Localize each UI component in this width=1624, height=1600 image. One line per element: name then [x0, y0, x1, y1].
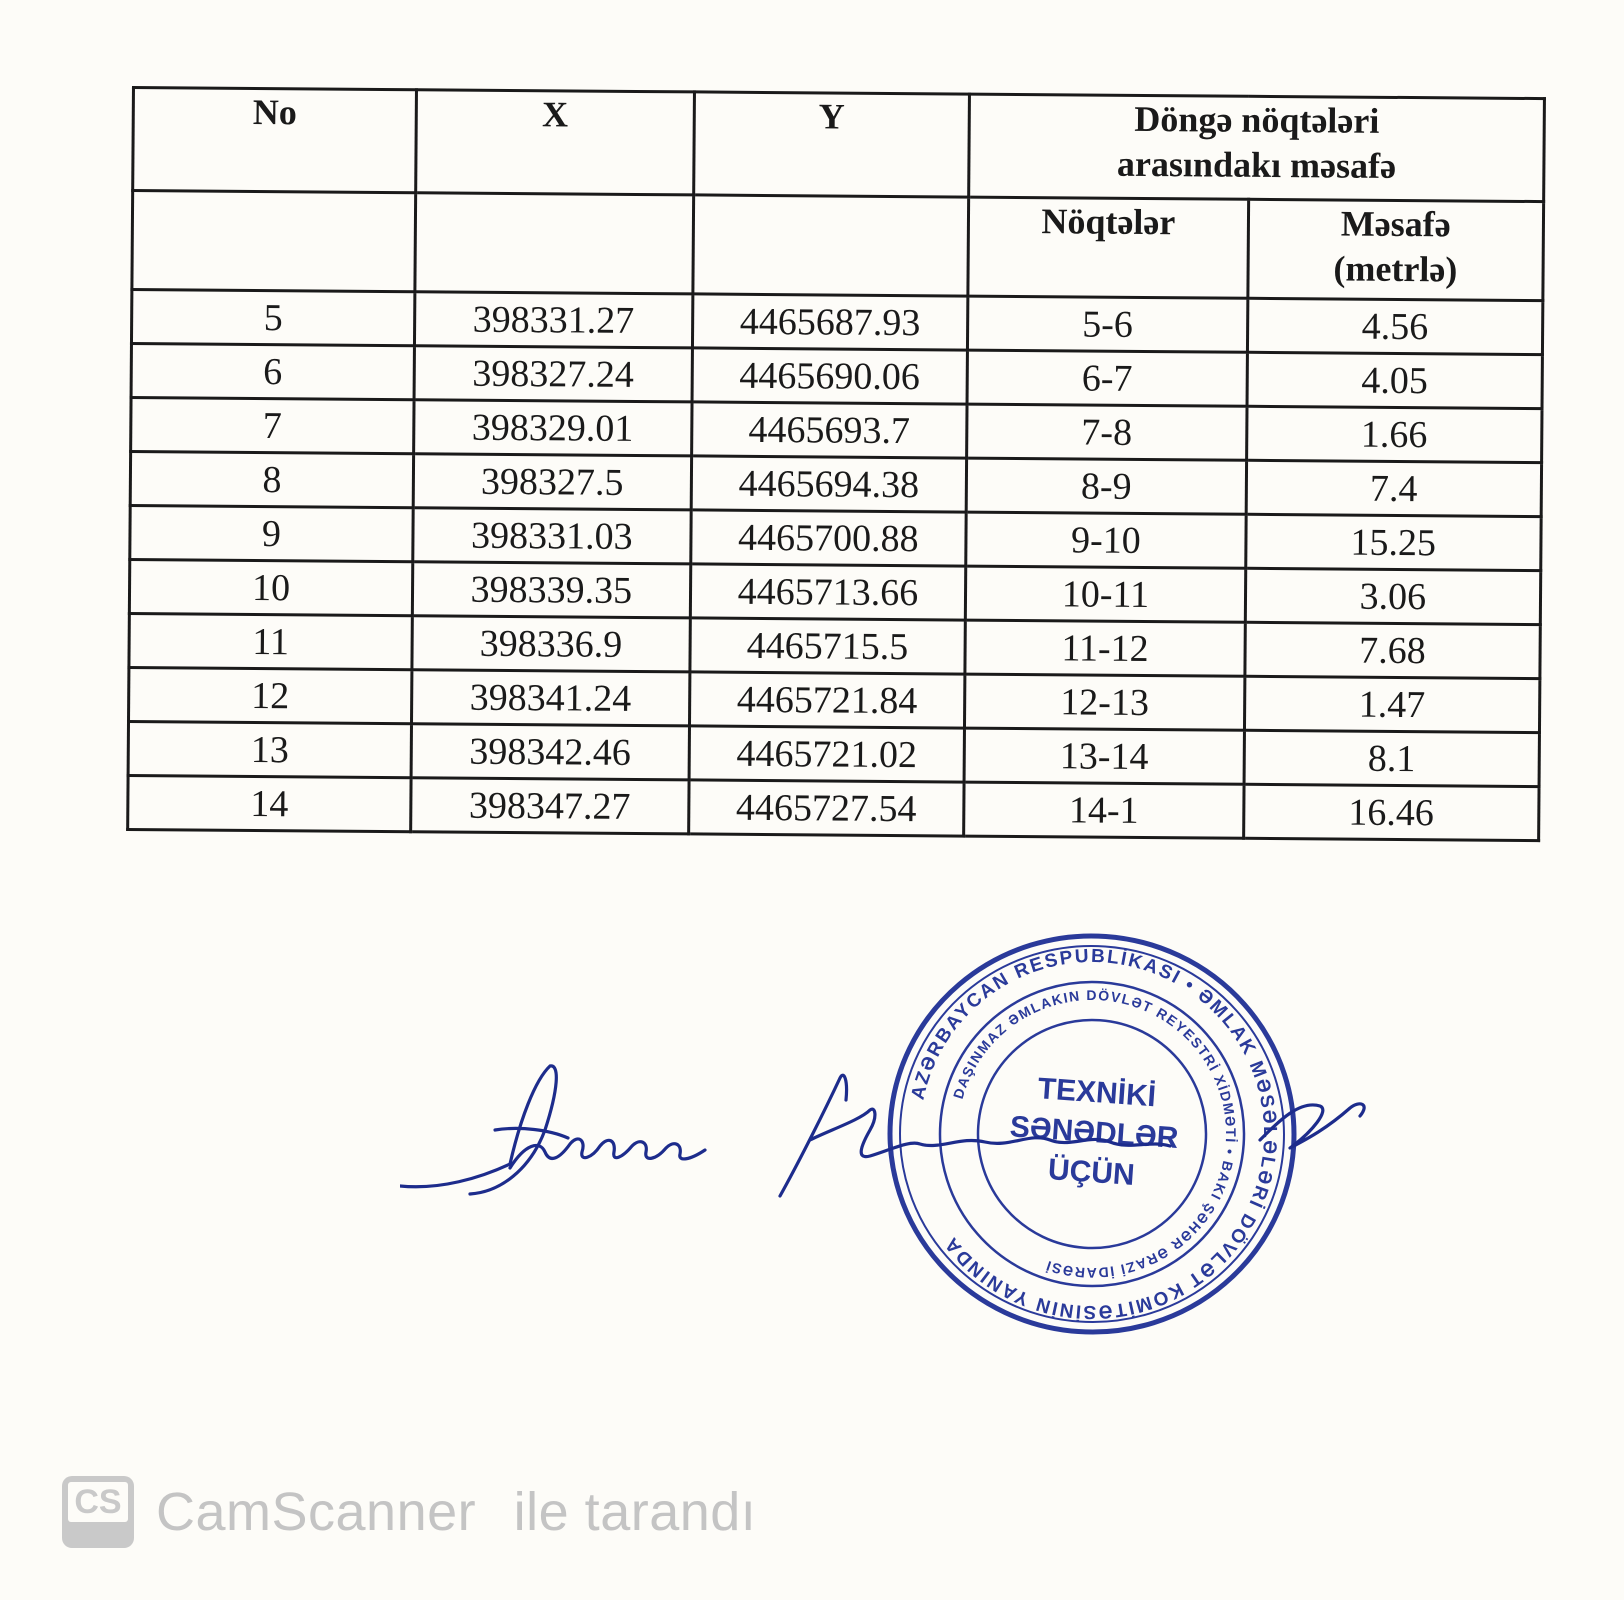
- cell-y: 4465715.5: [690, 618, 966, 674]
- header-points: Nöqtələr: [968, 197, 1248, 298]
- cell-y: 4465690.06: [692, 348, 968, 404]
- stamp-outer-text-path: AZƏRBAYCAN RESPUBLİKASI • ƏMLAK MƏSƏLƏLƏRİ DÖVLƏT KOMİTƏSİNİN YANINDA: [907, 945, 1281, 1323]
- cell-distance: 3.06: [1245, 568, 1541, 624]
- stamp-inner-text-path: DAŞINMAZ ƏMLAKIN DÖVLƏT REYESTRİ XİDMƏTİ • BAKI ŞƏHƏR ƏRAZİ İDARƏSİ: [949, 986, 1240, 1282]
- header-x: X: [416, 90, 694, 195]
- cell-y: 4465694.38: [691, 456, 967, 512]
- cell-no: 11: [129, 613, 412, 669]
- header-y: Y: [693, 92, 969, 197]
- cell-points: 11-12: [965, 620, 1245, 676]
- cell-points: 8-9: [966, 458, 1246, 514]
- cell-points: 5-6: [968, 296, 1248, 352]
- cell-no: 10: [129, 559, 412, 615]
- signature: [400, 1060, 1410, 1210]
- cell-x: 398336.9: [412, 616, 690, 672]
- cell-no: 6: [131, 344, 414, 400]
- cell-points: 12-13: [965, 674, 1245, 730]
- cell-distance: 1.47: [1244, 676, 1540, 732]
- camscanner-watermark: [62, 1476, 756, 1548]
- cell-distance: 7.4: [1246, 460, 1542, 516]
- stamp-center-line1: TEXNİKİ: [1036, 1072, 1158, 1114]
- cell-y: 4465713.66: [690, 564, 966, 620]
- cell-distance: 8.1: [1244, 730, 1540, 786]
- cell-distance: 1.66: [1246, 406, 1542, 462]
- camscanner-caption: [156, 1481, 756, 1543]
- cell-y: 4465693.7: [691, 402, 967, 458]
- camscanner-brand: CamScanner: [156, 1482, 477, 1542]
- cell-x: 398327.24: [414, 346, 692, 402]
- cell-no: 5: [131, 290, 414, 346]
- cell-no: 12: [129, 667, 412, 723]
- cell-y: 4465721.84: [689, 672, 965, 728]
- header-group-line1: Döngə nöqtələri: [1134, 98, 1380, 141]
- cell-distance: 4.56: [1247, 298, 1543, 354]
- cell-points: 9-10: [966, 512, 1246, 568]
- cell-x: 398331.27: [415, 292, 693, 348]
- cell-x: 398327.5: [413, 454, 691, 510]
- cell-points: 13-14: [964, 728, 1244, 784]
- coordinates-table: [126, 86, 1546, 842]
- cell-y: 4465687.93: [692, 294, 968, 350]
- cell-x: 398341.24: [412, 670, 690, 726]
- camscanner-logo-text: CS: [68, 1482, 128, 1522]
- header-group: [969, 94, 1545, 202]
- cell-no: 7: [131, 398, 414, 454]
- cell-y: 4465721.02: [689, 726, 965, 782]
- cell-points: 10-11: [966, 566, 1246, 622]
- cell-no: 13: [128, 721, 411, 777]
- header-distance-line1: Məsafə: [1340, 203, 1451, 245]
- cell-y: 4465700.88: [690, 510, 966, 566]
- header-blank: [415, 193, 693, 294]
- header-distance: [1248, 199, 1544, 300]
- cell-distance: 4.05: [1247, 352, 1543, 408]
- stamp-center-line3: ÜÇÜN: [1046, 1153, 1136, 1193]
- cell-no: 9: [130, 505, 413, 561]
- header-distance-line2: (metrlə): [1333, 248, 1458, 290]
- cell-x: 398329.01: [414, 400, 692, 456]
- table-row: [128, 775, 1539, 840]
- cell-no: 8: [130, 452, 413, 508]
- header-no: No: [133, 88, 417, 193]
- cell-x: 398342.46: [411, 724, 689, 780]
- cell-points: 14-1: [964, 782, 1244, 838]
- cell-points: 6-7: [967, 350, 1247, 406]
- cell-points: 7-8: [967, 404, 1247, 460]
- cell-x: 398347.27: [411, 778, 689, 834]
- header-blank: [132, 191, 416, 292]
- cell-distance: 7.68: [1245, 622, 1541, 678]
- header-group-line2: arasındakı məsafə: [1116, 143, 1397, 186]
- camscanner-suffix: ile tarandı: [513, 1482, 757, 1542]
- cell-x: 398331.03: [413, 508, 691, 564]
- cell-distance: 15.25: [1245, 514, 1541, 570]
- cell-distance: 16.46: [1243, 784, 1539, 840]
- camscanner-logo-icon: [62, 1476, 134, 1548]
- header-blank: [692, 195, 968, 296]
- cell-no: 14: [128, 775, 411, 831]
- cell-y: 4465727.54: [688, 780, 964, 836]
- cell-x: 398339.35: [412, 562, 690, 618]
- stamp-center-line2: SƏNƏDLƏR: [1008, 1110, 1180, 1155]
